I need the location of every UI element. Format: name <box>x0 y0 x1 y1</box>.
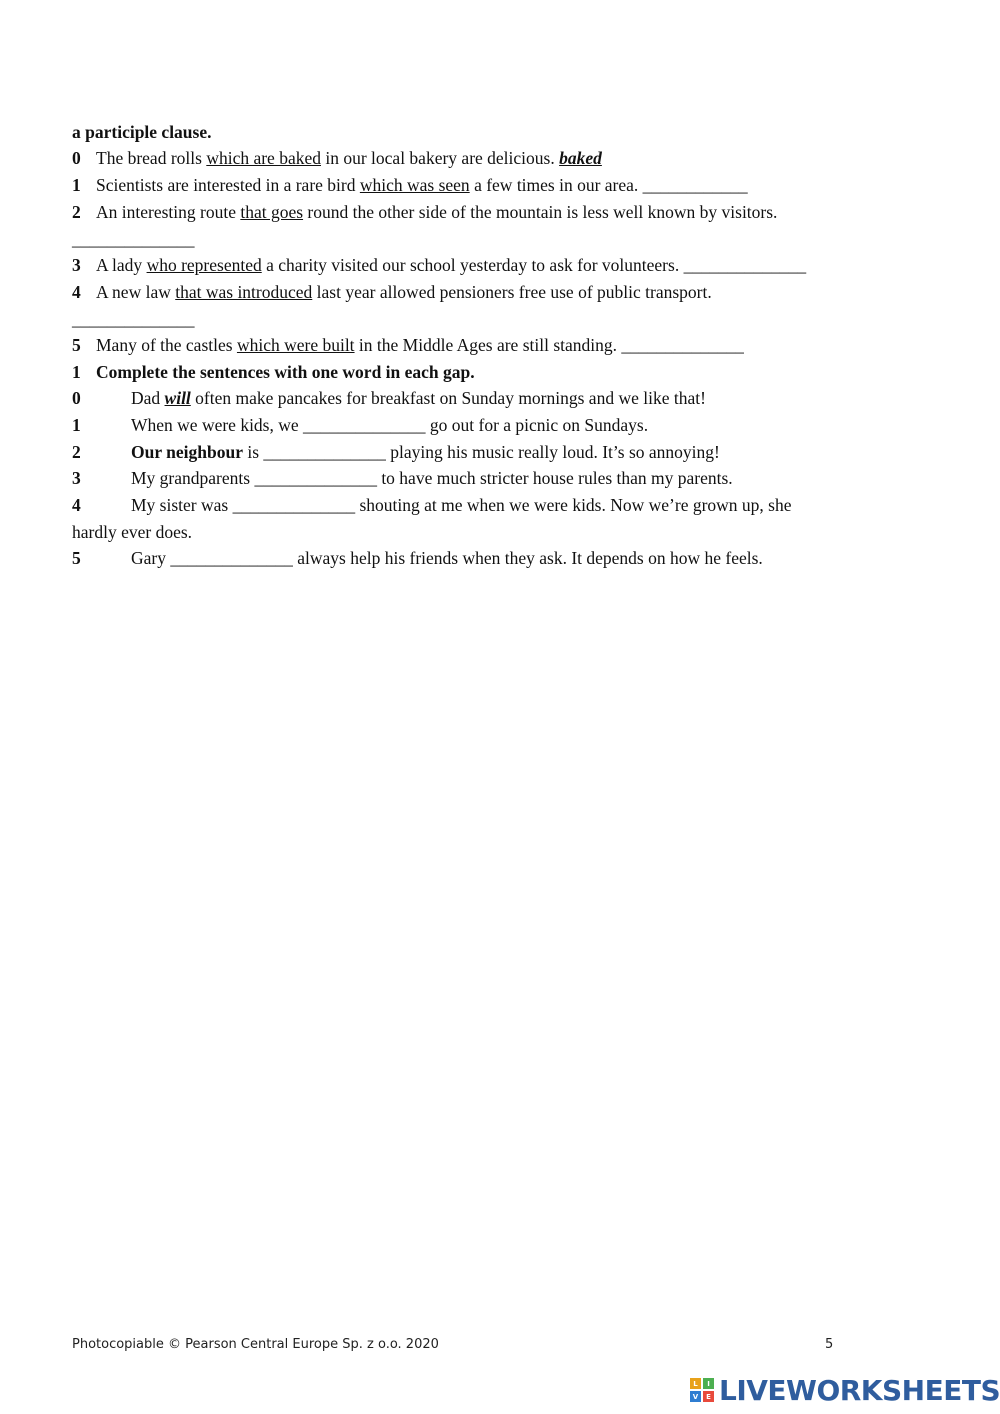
exercise-item <box>72 441 720 463</box>
underlined-phrase: that goes <box>240 202 304 222</box>
exercise-item <box>72 467 733 489</box>
logo-square: E <box>703 1391 714 1402</box>
exercise-item: 2 An interesting route that goes round the other side of the mountain is less well known by visitors. <box>72 202 778 222</box>
section-number: 1 <box>72 362 81 382</box>
item-number: 0 <box>72 388 81 408</box>
item-number: 1 <box>72 415 81 435</box>
answer-blank[interactable]: ______________ <box>621 335 744 355</box>
exercise-item: 3 A lady who represented a charity visited our school yesterday to ask for volunteers. ______________ <box>72 255 807 275</box>
item-number: 1 <box>72 175 81 195</box>
sentence-with-blank[interactable]: My grandparents ______________ to have much stricter house rules than my parents. <box>131 468 733 488</box>
sentence-with-blank[interactable]: When we were kids, we ______________ go out for a picnic on Sundays. <box>131 415 649 435</box>
underlined-phrase: which were built <box>236 335 355 355</box>
exercise-item: 0 The bread rolls which are baked in our local bakery are delicious. baked <box>72 148 602 168</box>
item-number: 0 <box>72 148 81 168</box>
answer-blank[interactable]: ______________ <box>72 309 195 329</box>
liveworksheets-logo[interactable] <box>690 1372 1000 1408</box>
bold-subject: Our neighbour <box>131 442 243 462</box>
exercise-item <box>72 494 792 516</box>
logo-square: I <box>703 1378 714 1389</box>
exercise-item <box>72 547 763 569</box>
sentence-with-blank[interactable]: Gary ______________ always help his friends when they ask. It depends on how he feels. <box>131 548 763 568</box>
exercise-item <box>72 414 648 436</box>
underlined-phrase: who represented <box>146 255 262 275</box>
logo-square: L <box>690 1378 701 1389</box>
exercise-item: 1 Scientists are interested in a rare bird which was seen a few times in our area. ____________ <box>72 175 748 195</box>
item-number: 4 <box>72 495 81 515</box>
item-number: 5 <box>72 548 81 568</box>
underlined-phrase: which are baked <box>206 148 321 168</box>
sentence-with-blank[interactable]: is ______________ playing his music really loud. It’s so annoying! <box>243 442 720 462</box>
answer-blank[interactable]: ______________ <box>683 255 807 275</box>
underlined-phrase: that was introduced <box>175 282 313 302</box>
item-number: 3 <box>72 468 81 488</box>
section2-title: 1 Complete the sentences with one word in each gap. <box>72 362 475 382</box>
example-answer: will <box>164 388 191 408</box>
example-answer: baked <box>559 148 602 168</box>
item-number: 2 <box>72 442 81 462</box>
item-number: 3 <box>72 255 81 275</box>
answer-blank[interactable]: ____________ <box>642 175 748 195</box>
exercise-item: 0 Dad will often make pancakes for breakfast on Sunday mornings and we like that! <box>72 388 706 408</box>
sentence-with-blank[interactable]: My sister was ______________ shouting at me when we were kids. Now we’re grown up, she <box>131 495 792 515</box>
copyright-footer: Photocopiable © Pearson Central Europe Sp. z o.o. 2020 <box>72 1337 439 1352</box>
item-number: 2 <box>72 202 81 222</box>
exercise-item: 4 A new law that was introduced last year allowed pensioners free use of public transport. <box>72 282 712 302</box>
item-number: 5 <box>72 335 81 355</box>
logo-squares-icon <box>690 1378 714 1402</box>
sentence-continuation: hardly ever does. <box>72 522 193 542</box>
page-number: 5 <box>825 1337 834 1352</box>
item-number: 4 <box>72 282 81 302</box>
exercise-item: 5 Many of the castles which were built in the Middle Ages are still standing. ______________ <box>72 335 744 355</box>
underlined-phrase: which was seen <box>359 175 470 195</box>
logo-square: V <box>690 1391 701 1402</box>
logo-text: LIVEWORKSHEETS <box>719 1373 1000 1407</box>
section1-title: a participle clause. <box>72 122 212 142</box>
answer-blank[interactable]: ______________ <box>72 229 195 249</box>
